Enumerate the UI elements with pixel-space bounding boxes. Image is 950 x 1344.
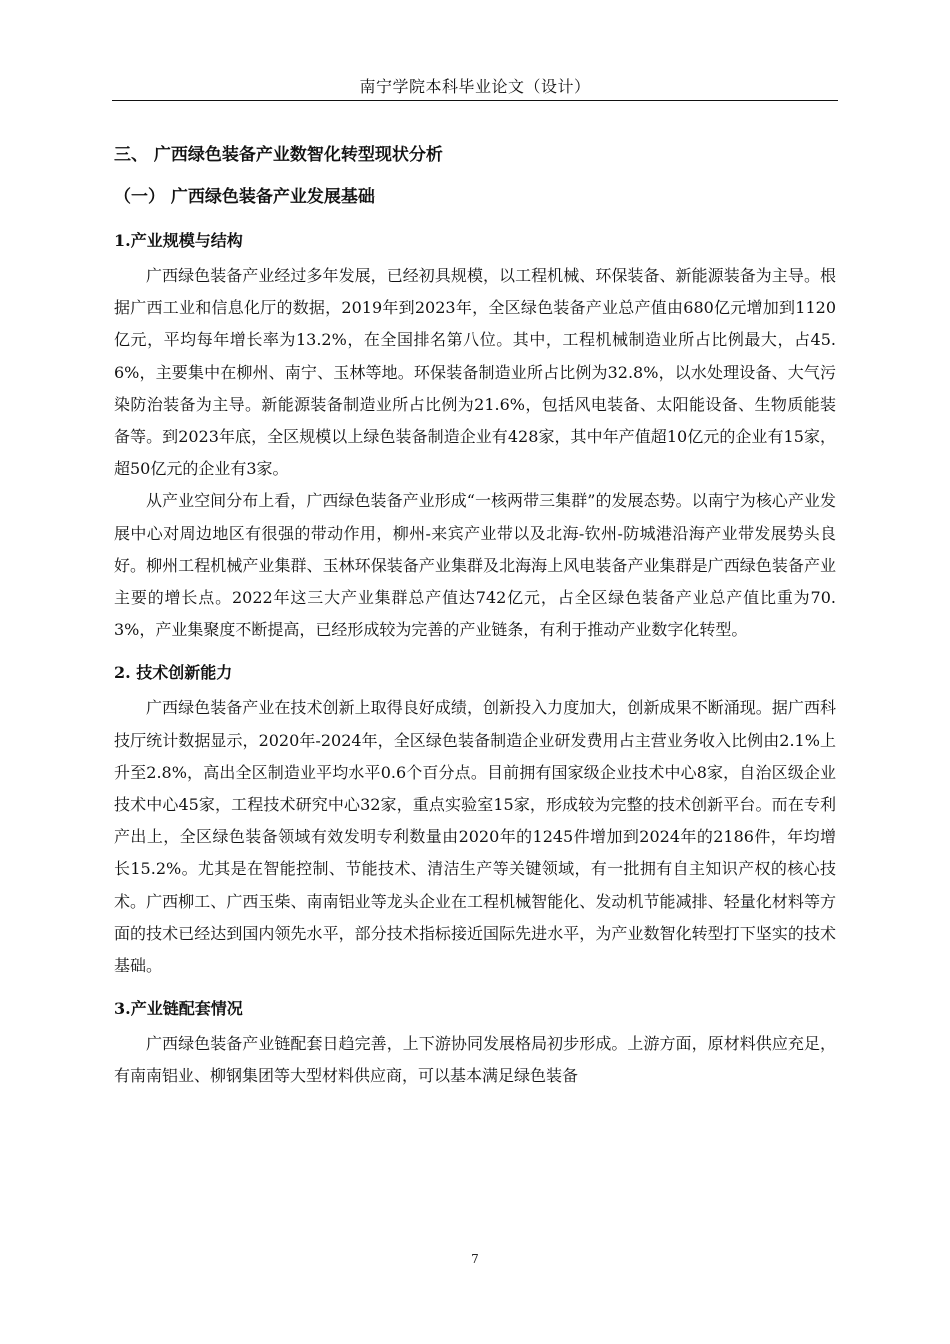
document-body (114, 138, 836, 1093)
running-header: 南宁学院本科毕业论文（设计） (359, 77, 591, 96)
paragraph-scale-1: 广西绿色装备产业经过多年发展，已经初具规模，以工程机械、环保装备、新能源装备为主导。根据广西工业和信息化厅的数据，2019年到2023年，全区绿色装备产业总产值由680亿元增加到1120亿元，平均每年增长率为13.2%，在全国排名第八位。其中，工程机械制造业所占比例最大，占45.6%，主要集中在柳州、南宁、玉林等地。环保装备制造业所占比例为32.8%，以水处理设备、大气污染防治装备为主导。新能源装备制造业所占比例为21.6%，包括风电装备、太阳能设备、生物质能装备等。到2023年底，全区规模以上绿色装备制造企业有428家，其中年产值超10亿元的企业有15家，超50亿元的企业有3家。 (114, 266, 836, 479)
section-title: 三、 广西绿色装备产业数智化转型现状分析 (114, 145, 443, 165)
subsection-title: （一） 广西绿色装备产业发展基础 (114, 187, 375, 207)
paragraph-scale-2: 从产业空间分布上看，广西绿色装备产业形成“一核两带三集群”的发展态势。以南宁为核心产业发展中心对周边地区有很强的带动作用，柳州-来宾产业带以及北海-钦州-防城港沿海产业带发展势头良好。柳州工程机械产业集群、玉林环保装备产业集群及北海海上风电装备产业集群是广西绿色装备产业主要的增长点。2022年这三大产业集群总产值达742亿元，占全区绿色装备产业总产值比重为70.3%，产业集聚度不断提高，已经形成较为完善的产业链条，有利于推动产业数字化转型。 (114, 491, 836, 640)
page-number: 7 (471, 1252, 479, 1266)
paragraph-innovation-1: 广西绿色装备产业在技术创新上取得良好成绩，创新投入力度加大，创新成果不断涌现。据广西科技厅统计数据显示，2020年-2024年，全区绿色装备制造企业研发费用占主营业务收入比例由2.1%上升至2.8%，高出全区制造业平均水平0.6个百分点。目前拥有国家级企业技术中心8家，自治区级企业技术中心45家，工程技术研究中心32家，重点实验室15家，形成较为完整的技术创新平台。而在专利产出上，全区绿色装备领域有效发明专利数量由2020年的1245件增加到2024年的2186件，年均增长15.2%。尤其是在智能控制、节能技术、清洁生产等关键领域，有一批拥有自主知识产权的核心技术。广西柳工、广西玉柴、南南铝业等龙头企业在工程机械智能化、发动机节能减排、轻量化材料等方面的技术已经达到国内领先水平，部分技术指标接近国际先进水平，为产业数智化转型打下坚实的技术基础。 (114, 698, 836, 976)
paragraph-supply-chain-1: 广西绿色装备产业链配套日趋完善，上下游协同发展格局初步形成。上游方面，原材料供应充足，有南南铝业、柳钢集团等大型材料供应商，可以基本满足绿色装备 (114, 1034, 836, 1086)
item-heading-scale: 1.产业规模与结构 (114, 231, 243, 250)
item-heading-innovation: 2. 技术创新能力 (114, 663, 233, 683)
header-rule (112, 100, 838, 101)
item-heading-supply-chain: 3.产业链配套情况 (114, 999, 243, 1019)
